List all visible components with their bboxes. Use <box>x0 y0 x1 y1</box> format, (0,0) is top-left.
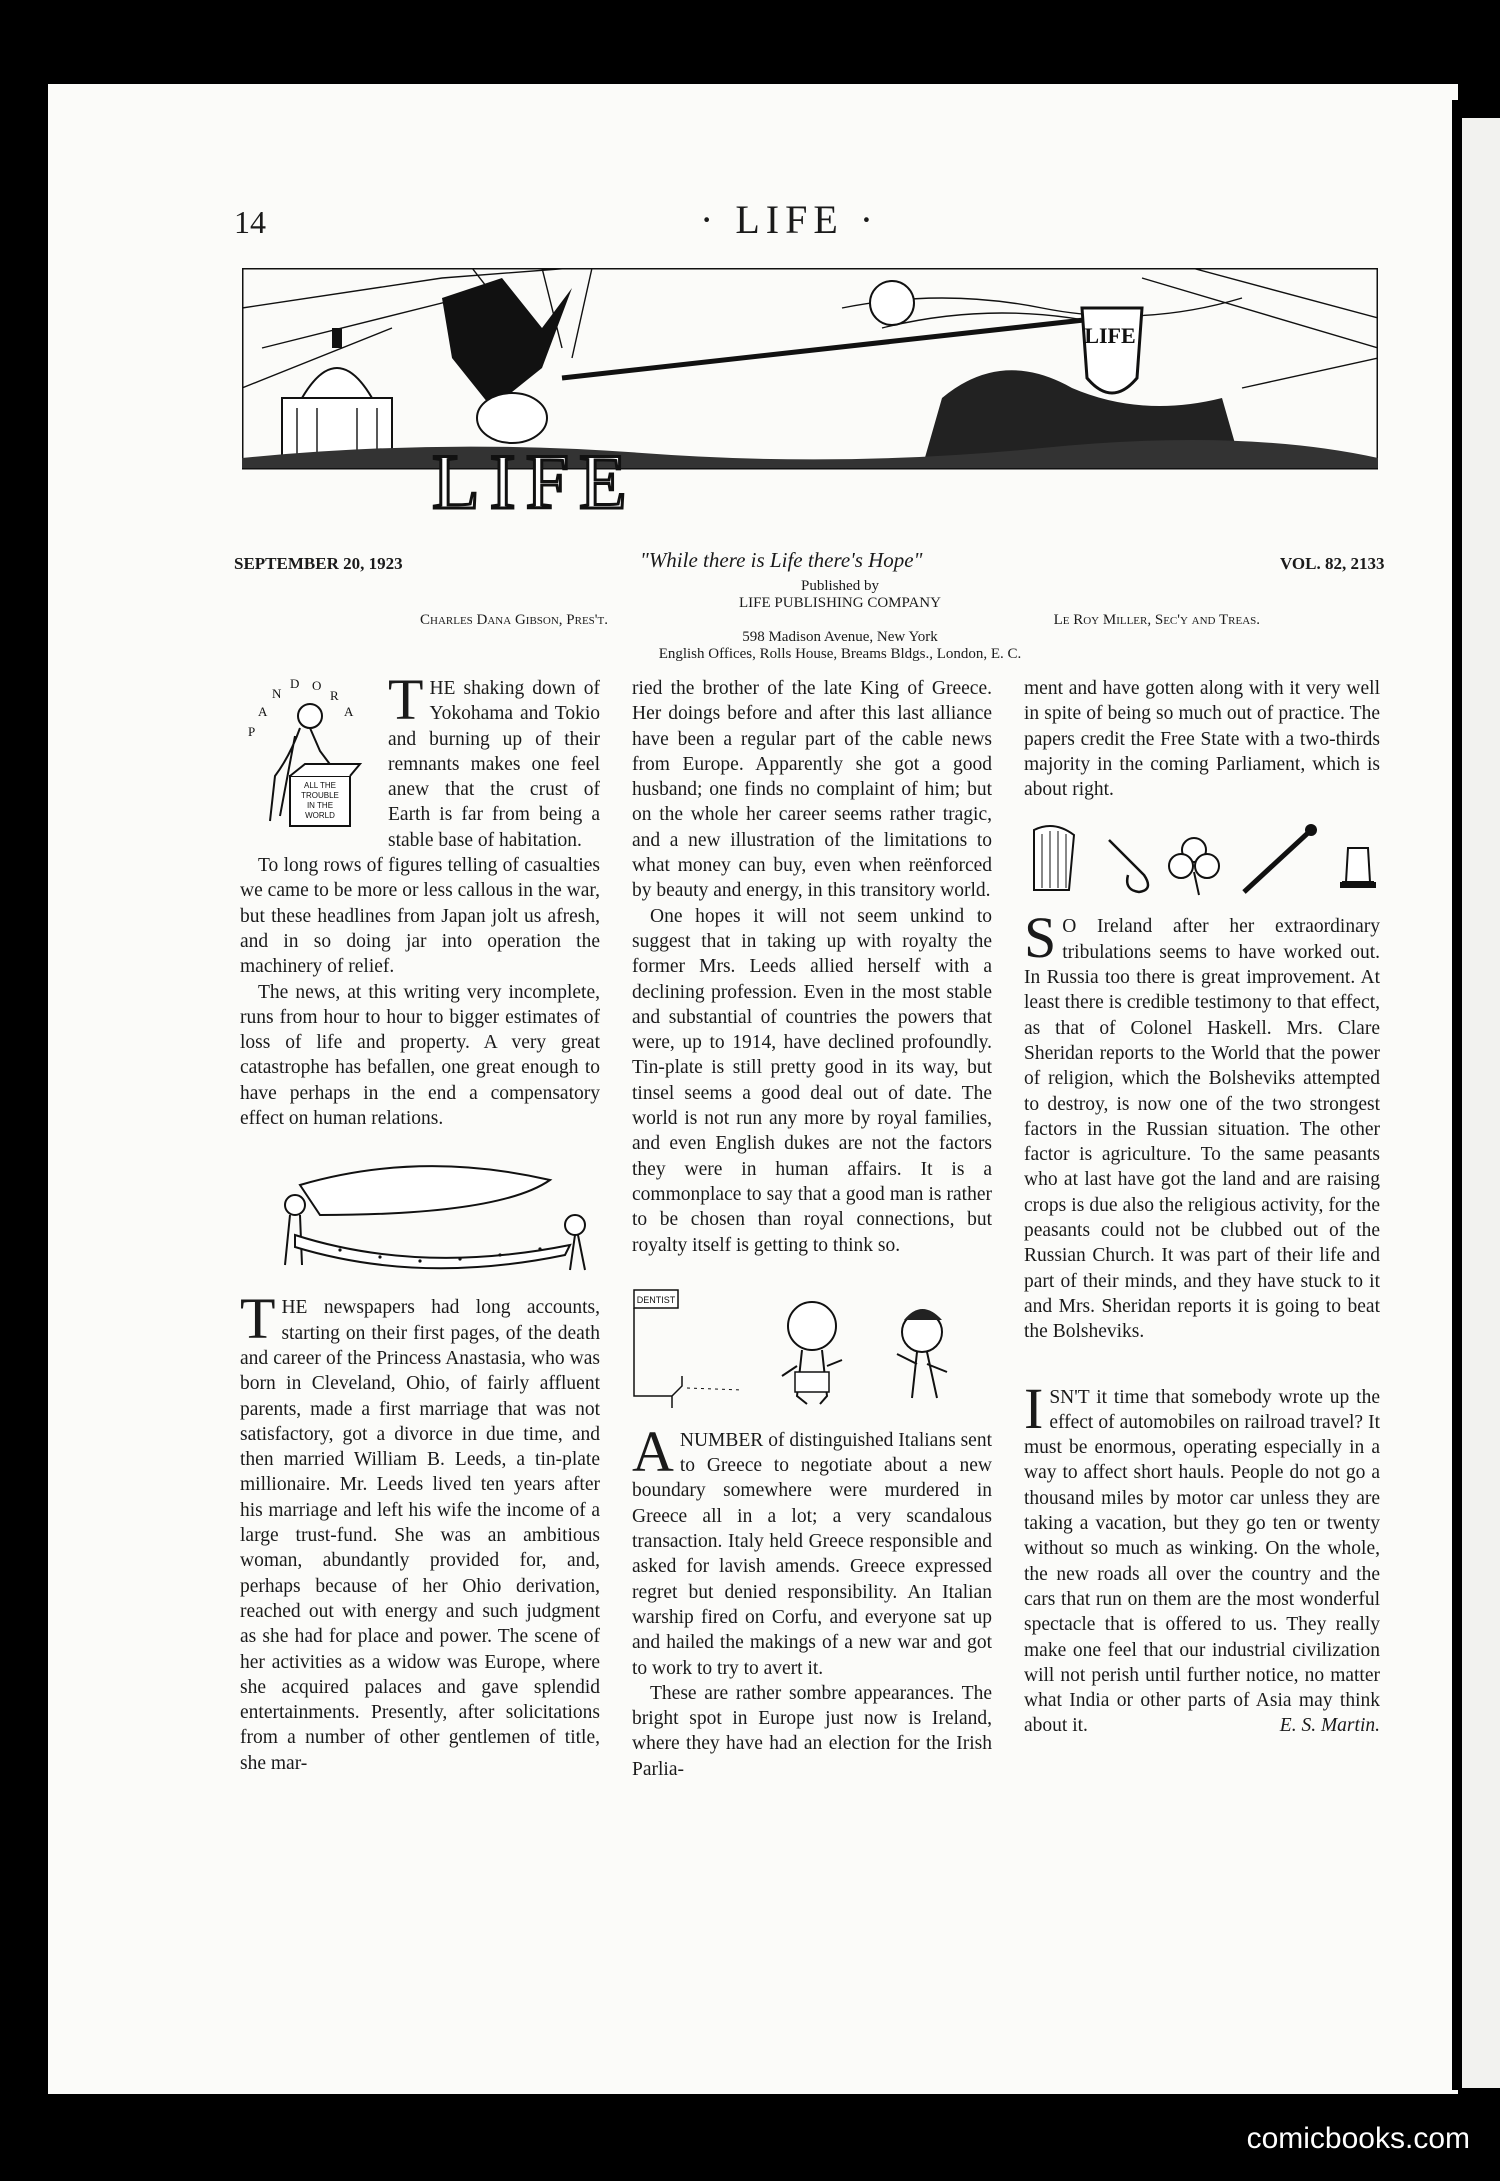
shillelagh-icon <box>1244 824 1317 892</box>
pandora-letter: P <box>248 724 256 739</box>
cape-bearers-illustration <box>240 1155 600 1275</box>
drop-cap: T <box>240 1286 276 1352</box>
shamrock-icon <box>1169 838 1219 895</box>
pandora-letter: R <box>330 688 339 703</box>
volume-number: VOL. 82, 2133 <box>1280 554 1385 573</box>
paragraph: ried the brother of the late King of Greece. Her doings before and after this last alliance have been a regular part of the cable news from Europe. Apparently she got a good husband; one finds no complaint of him; but on the whole her career seems rather tragic, and a new illustration of the limitations to what money can buy, even when reënforced by beauty and energy, in this transitory world. <box>632 678 992 902</box>
paragraph <box>240 1286 600 1776</box>
paragraph <box>1024 1375 1380 1739</box>
top-hat-icon <box>1340 848 1376 888</box>
pandora-letter: A <box>344 704 354 719</box>
box-label-line: TROUBLE <box>301 791 339 800</box>
dentist-illustration <box>632 1276 992 1416</box>
publisher-block <box>400 578 1280 663</box>
publisher-address: 598 Madison Avenue, New York <box>742 629 938 645</box>
author-signature: E. S. Martin. <box>1279 1715 1380 1737</box>
irish-symbols-illustration <box>1024 820 1380 900</box>
paragraph-text: HE newspapers had long accounts, starting on their first pages, of the death and career of the Princess Anastasia, who was born in Cleveland, Ohio, of fairly affluent parents, made a first marriage that was not satisfactory, got a divorce in due time, and then married William B. Leeds, a tin-plate millionaire. Mr. Leeds lived ten years after his marriage and left his wife the income of a large trust-fund. She was an ambitious woman, abundantly provided for, and, perhaps because of her Ohio derivation, reached out with energy and such judgment as she had for place and power. The scene of her activities as a widow was Europe, where she acquired palaces and gave splendid entertainments. Presently, after solicitations from a number of other gentlemen of title, she mar- <box>240 1297 600 1774</box>
box-label-line: WORLD <box>305 811 335 820</box>
paragraph: The news, at this writing very incomplete, runs from hour to hour to bigger estimates of loss of life and property. A very great catastrophe has befallen, one great enough to have perhaps in the end a compensatory effect on human relations. <box>240 981 600 1130</box>
life-shield <box>1082 308 1142 393</box>
paragraph: To long rows of figures telling of casualties we came to be more or less callous in the war, but these headlines from Japan jolt us afresh, and in so doing jar into operation the machinery of relief. <box>240 855 600 978</box>
masthead-banner-illustration <box>242 268 1378 538</box>
article-column-2 <box>632 676 992 1782</box>
paragraph-text: HE shaking down of Yokohama and Tokio and burning up of their remnants makes one feel anew that the crust of Earth is far from being a stable base of habitation. <box>388 678 600 851</box>
pandora-box-illustration <box>240 676 380 836</box>
paragraph <box>1024 905 1380 1344</box>
drop-cap: S <box>1024 905 1057 971</box>
issue-date: SEPTEMBER 20, 1923 <box>234 554 403 573</box>
pandora-letter: N <box>272 686 282 701</box>
published-by: Published by <box>801 578 879 594</box>
next-page-edge <box>1462 118 1500 2088</box>
clay-pipe-icon <box>1109 840 1148 892</box>
shield-text: LIFE <box>1084 323 1136 348</box>
paragraph: One hopes it will not seem unkind to suggest that in taking up with royalty the former Mrs. Leeds allied herself with a declining profession. Even in the most stable and substantial of countries the powers that were, up to 1914, have declined profoundly. Tin-plate is still pretty good in its way, but tinsel seems a good deal out of date. The world is not run any more by royal families, and even English dukes are not the factors they were in human affairs. It is a commonplace to say that a good man is rather to be chosen than royal connections, but royalty itself is getting to think so. <box>632 905 992 1256</box>
english-offices: English Offices, Rolls House, Breams Bldgs., London, E. C. <box>658 646 1022 662</box>
pandora-letter: D <box>290 676 300 691</box>
paragraph-text: SN'T it time that somebody wrote up the effect of automobiles on railroad travel? It must be enormous, operating especially in a way to affect short hauls. People do not go a thousand miles by motor car unless they are taking a vacation, but they go ten or twenty without so much as winking. On the whole, the new roads all over the country and the cars that run on them are the most wonderful spectacle that is offered to us. They really make one feel that our industrial civilization will not perish until further notice, no matter what India or other parts of Asia may think about it. <box>1024 1386 1380 1737</box>
watermark: comicbooks.com <box>1246 2122 1470 2155</box>
drop-cap: A <box>632 1418 674 1484</box>
box-label-line: IN THE <box>306 801 334 810</box>
paragraph-text: O Ireland after her extraordinary tribulations seems to have worked out. In Russia too there is great improvement. At least there is credible testimony to that effect, as that of Colonel Haskell. Mrs. Clare Sheridan reports to the World that the power of religion, which the Bolsheviks attempted to destroy, is now one of the two strongest factors in the Russian situation. The other factor is agriculture. To the same peasants who at last have got the land and are raising crops is due also the religious activity, for the peasants could not be clubbed out of the Russian Church. It was part of their life and part of their minds, and they have stuck to it and Mrs. Sheridan reports it is going to beat the Bolsheviks. <box>1024 916 1380 1343</box>
magazine-motto: "While there is Life there's Hope" <box>640 548 923 572</box>
paragraph: ment and have gotten along with it very well in spite of being so much out of practice. The papers credit the Free State with a two-thirds majority in the coming Parliament, which is about right. <box>1024 678 1380 801</box>
paragraph: These are rather sombre appearances. The bright spot in Europe just now is Ireland, where they have had an election for the Irish Parlia- <box>632 1682 992 1780</box>
publisher-company: LIFE PUBLISHING COMPANY <box>739 595 941 611</box>
paragraph-text: NUMBER of distinguished Italians sent to Greece to negotiate about a new boundary somewhere were murdered in Greece all in a lot; a very scandalous transaction. Italy held Greece responsible and asked for lavish amends. Greece expressed regret but denied responsibility. An Italian warship fired on Corfu, and everyone sat up and hailed the makings of a new war and got to work to try to avert it. <box>632 1429 992 1679</box>
box-label-line: ALL THE <box>303 781 337 790</box>
drop-cap: I <box>1024 1375 1044 1441</box>
secretary-credit: Le Roy Miller, Sec'y and Treas. <box>1053 612 1260 628</box>
article-column-3 <box>1024 676 1380 1739</box>
page-number: 14 <box>234 204 266 240</box>
pandora-letter: O <box>312 678 322 693</box>
banner-logo: LIFE <box>432 438 637 525</box>
article-column-1 <box>240 667 600 1776</box>
harp-icon <box>1034 826 1074 890</box>
masthead-title: · LIFE · <box>700 197 880 242</box>
drop-cap: T <box>388 667 424 732</box>
dentist-sign: DENTIST <box>636 1294 676 1305</box>
pandora-letter: A <box>258 704 268 719</box>
paragraph <box>632 1418 992 1681</box>
president-credit: Charles Dana Gibson, Pres't. <box>420 612 608 628</box>
